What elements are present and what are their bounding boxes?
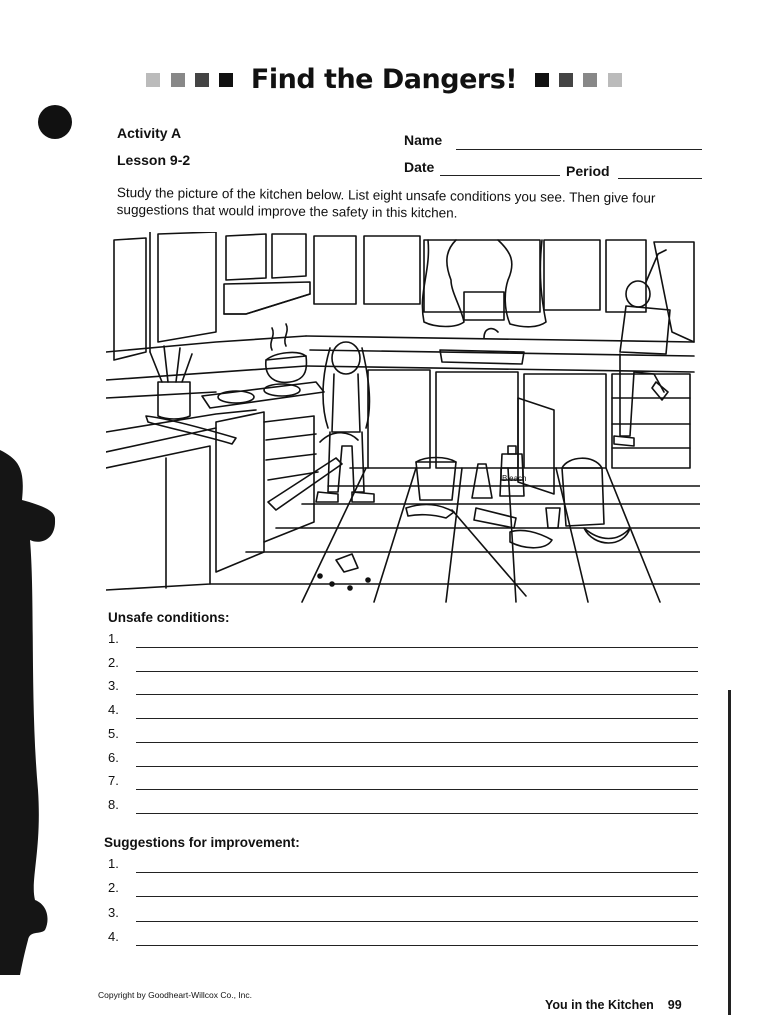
decorative-square-icon	[171, 73, 185, 87]
unsafe-condition-number: 1.	[108, 631, 119, 646]
unsafe-condition-number: 6.	[108, 749, 119, 765]
unsafe-condition-number: 3.	[108, 678, 119, 694]
unsafe-condition-answer-line[interactable]	[136, 671, 698, 672]
bleach-label: Bleach	[502, 474, 527, 483]
decorative-square-icon	[195, 73, 209, 87]
unsafe-condition-number: 2.	[108, 654, 119, 670]
unsafe-condition-answer-line[interactable]	[136, 647, 698, 648]
unsafe-condition-answer-line[interactable]	[136, 766, 698, 767]
decorative-square-icon	[535, 73, 549, 87]
suggestion-answer-line[interactable]	[136, 945, 698, 946]
page-number: 99	[667, 998, 682, 1012]
suggestions-heading: Suggestions for improvement:	[104, 835, 300, 850]
kitchen-illustration	[106, 232, 700, 604]
unsafe-condition-number: 4.	[108, 702, 119, 718]
unsafe-condition-row	[108, 631, 698, 653]
suggestion-answer-line[interactable]	[136, 872, 698, 873]
punch-hole	[38, 105, 72, 139]
unsafe-condition-row	[108, 797, 698, 819]
suggestion-number: 3.	[108, 904, 119, 920]
date-label: Date	[404, 159, 435, 175]
date-field[interactable]	[440, 175, 560, 176]
period-field[interactable]	[618, 178, 702, 179]
unsafe-condition-answer-line[interactable]	[136, 789, 698, 790]
page-title: Find the Dangers!	[250, 64, 518, 95]
decorative-square-icon	[219, 73, 233, 87]
unsafe-condition-row	[108, 678, 698, 700]
unsafe-condition-row	[108, 726, 698, 748]
instructions: Study the picture of the kitchen below. List eight unsafe conditions you see. Then give four suggestions that would improve the safety in this kitchen.	[116, 184, 656, 221]
unsafe-condition-row	[108, 750, 698, 772]
footer-page-info	[545, 998, 682, 1012]
book-title: You in the Kitchen	[545, 998, 654, 1012]
name-field[interactable]	[456, 149, 702, 150]
unsafe-condition-number: 7.	[108, 773, 119, 789]
suggestion-number: 2.	[108, 880, 119, 896]
unsafe-condition-answer-line[interactable]	[136, 718, 698, 719]
suggestion-number: 1.	[108, 856, 119, 871]
lesson-label: Lesson 9-2	[117, 152, 191, 168]
unsafe-condition-answer-line[interactable]	[136, 813, 698, 814]
suggestion-number: 4.	[108, 928, 119, 944]
page-edge-shadow	[728, 690, 731, 1015]
suggestion-row	[108, 880, 698, 902]
activity-label: Activity A	[117, 125, 182, 141]
title-row	[0, 64, 768, 95]
suggestion-row	[108, 856, 698, 878]
decorative-square-icon	[608, 73, 622, 87]
unsafe-condition-row	[108, 702, 698, 724]
unsafe-condition-number: 8.	[108, 796, 119, 812]
suggestion-row	[108, 905, 698, 927]
copyright-notice: Copyright by Goodheart-Willcox Co., Inc.	[98, 990, 253, 1000]
unsafe-condition-number: 5.	[108, 725, 119, 741]
suggestion-answer-line[interactable]	[136, 896, 698, 897]
unsafe-condition-answer-line[interactable]	[136, 742, 698, 743]
unsafe-conditions-heading: Unsafe conditions:	[108, 610, 230, 625]
decorative-square-icon	[583, 73, 597, 87]
period-label: Period	[566, 163, 610, 179]
suggestion-answer-line[interactable]	[136, 921, 698, 922]
scanned-page-edge	[0, 0, 60, 1024]
suggestion-row	[108, 929, 698, 951]
name-label: Name	[404, 132, 443, 148]
unsafe-condition-row	[108, 773, 698, 795]
decorative-square-icon	[559, 73, 573, 87]
decorative-square-icon	[146, 73, 160, 87]
unsafe-condition-row	[108, 655, 698, 677]
unsafe-condition-answer-line[interactable]	[136, 694, 698, 695]
